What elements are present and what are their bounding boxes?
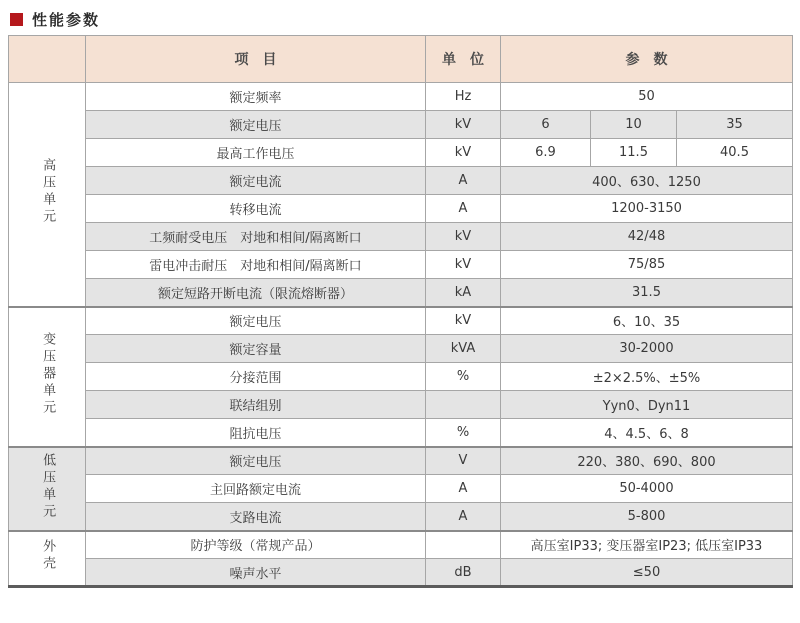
table-cell-unit: kA [426, 279, 501, 307]
table-row [9, 279, 793, 307]
row-group-label-text: 变压器单元 [40, 332, 56, 417]
table-cell-unit [426, 391, 501, 419]
table-cell-item: 额定频率 [86, 83, 426, 111]
table-cell-value: ≤50 [501, 559, 793, 587]
page-title: 性能参数 [32, 10, 101, 29]
table-row [9, 139, 793, 167]
table-row [9, 195, 793, 223]
table-row [9, 335, 793, 363]
table-row [9, 391, 793, 419]
table-cell-item: 额定电压 [86, 307, 426, 335]
row-group-label-lv [9, 447, 86, 531]
table-header [9, 36, 793, 83]
table-cell-value: 50 [501, 83, 793, 111]
table-cell-item: 防护等级（常规产品） [86, 531, 426, 559]
table-row [9, 419, 793, 447]
table-cell-value: Yyn0、Dyn11 [501, 391, 793, 419]
row-group-label-enclosure [9, 531, 86, 587]
section-title [0, 0, 800, 28]
table-cell-unit: kV [426, 251, 501, 279]
header-params: 参 数 [501, 36, 793, 83]
table-cell-value: ±2×2.5%、±5% [501, 363, 793, 391]
table-cell-item: 额定短路开断电流（限流熔断器） [86, 279, 426, 307]
table-cell-value: 400、630、1250 [501, 167, 793, 195]
table-cell-unit: A [426, 167, 501, 195]
row-group-label-text: 高压单元 [40, 158, 56, 227]
table-cell-value: 1200-3150 [501, 195, 793, 223]
table-cell-unit: kVA [426, 335, 501, 363]
table-cell-item: 转移电流 [86, 195, 426, 223]
table-row [9, 475, 793, 503]
table-cell-unit: V [426, 447, 501, 475]
table-cell-item: 雷电冲击耐压 对地和相间/隔离断口 [86, 251, 426, 279]
table-cell-unit: kV [426, 223, 501, 251]
table-cell-value: 高压室IP33; 变压器室IP23; 低压室IP33 [501, 531, 793, 559]
red-square-bullet-icon [10, 13, 23, 26]
table-cell-value: 42/48 [501, 223, 793, 251]
table-row [9, 531, 793, 559]
spec-table [8, 35, 793, 588]
table-cell-item: 噪声水平 [86, 559, 426, 587]
table-cell-item: 主回路额定电流 [86, 475, 426, 503]
table-row [9, 559, 793, 587]
row-group-label-transformer [9, 307, 86, 447]
table-header-row [9, 36, 793, 83]
table-cell-unit: A [426, 503, 501, 531]
table-row [9, 223, 793, 251]
table-cell-value: 10 [591, 111, 677, 139]
table-row [9, 111, 793, 139]
row-group-label-text: 外壳 [40, 539, 56, 574]
table-cell-unit: A [426, 195, 501, 223]
table-cell-item: 联结组别 [86, 391, 426, 419]
header-item: 项 目 [86, 36, 426, 83]
header-group-cell [9, 36, 86, 83]
table-cell-unit: % [426, 419, 501, 447]
table-cell-item: 最高工作电压 [86, 139, 426, 167]
table-cell-value: 6 [501, 111, 591, 139]
table-cell-unit: % [426, 363, 501, 391]
table-cell-unit: kV [426, 111, 501, 139]
table-cell-item: 支路电流 [86, 503, 426, 531]
table-cell-value: 6.9 [501, 139, 591, 167]
table-row [9, 167, 793, 195]
table-cell-unit: kV [426, 139, 501, 167]
table-cell-value: 5-800 [501, 503, 793, 531]
table-cell-value: 220、380、690、800 [501, 447, 793, 475]
table-cell-value: 6、10、35 [501, 307, 793, 335]
table-cell-item: 分接范围 [86, 363, 426, 391]
table-cell-value: 4、4.5、6、8 [501, 419, 793, 447]
table-cell-unit: A [426, 475, 501, 503]
table-cell-unit: dB [426, 559, 501, 587]
table-cell-value: 35 [677, 111, 793, 139]
row-group-label-text: 低压单元 [40, 452, 56, 521]
table-row [9, 83, 793, 111]
table-cell-value: 11.5 [591, 139, 677, 167]
header-unit: 单 位 [426, 36, 501, 83]
table-cell-value: 31.5 [501, 279, 793, 307]
table-cell-item: 额定电压 [86, 447, 426, 475]
table-row [9, 251, 793, 279]
table-cell-item: 额定容量 [86, 335, 426, 363]
table-cell-value: 40.5 [677, 139, 793, 167]
table-cell-item: 额定电流 [86, 167, 426, 195]
table-row [9, 363, 793, 391]
table-cell-item: 工频耐受电压 对地和相间/隔离断口 [86, 223, 426, 251]
table-row [9, 503, 793, 531]
table-cell-unit: kV [426, 307, 501, 335]
row-group-label-hv [9, 83, 86, 307]
table-cell-value: 50-4000 [501, 475, 793, 503]
table-cell-value: 75/85 [501, 251, 793, 279]
table-cell-value: 30-2000 [501, 335, 793, 363]
table-cell-unit [426, 531, 501, 559]
table-row [9, 447, 793, 475]
table-cell-unit: Hz [426, 83, 501, 111]
table-row [9, 307, 793, 335]
table-cell-item: 阻抗电压 [86, 419, 426, 447]
table-cell-item: 额定电压 [86, 111, 426, 139]
